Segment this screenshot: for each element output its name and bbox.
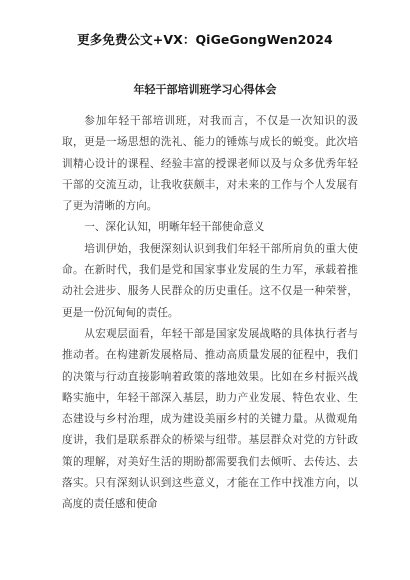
document-title: 年轻干部培训班学习心得体会 bbox=[133, 83, 277, 96]
watermark-header: 更多免费公文+VX：QiGeGongWen2024 bbox=[77, 32, 333, 47]
paragraph-mission: 培训伊始，我便深刻认识到我们年轻干部所肩负的重大使命。在新时代，我们是党和国家事业发展的生力军，承载着推动社会进步、服务人民群众的历史重任。这不仅是一种荣誉，更是一份沉甸甸的责任。 bbox=[62, 242, 358, 319]
document-body bbox=[62, 111, 358, 516]
section-heading: 一、深化认知，明晰年轻干部使命意义 bbox=[84, 221, 265, 234]
paragraph-macro-micro: 从宏观层面看，年轻干部是国家发展战略的具体执行者与推动者。在构建新发展格局、推动高质量发展的征程中，我们的决策与行动直接影响着政策的落地效果。比如在乡村振兴战略实施中，年轻干部深入基层，助力产业发展、特色农业、生态建设与乡村治理，成为建设美丽乡村的关键力量。从微观角度讲，我们是联系群众的桥梁与纽带。基层群众对党的方针政策的理解，对美好生活的期盼都需要我们去倾听、去传达、去落实。只有深刻认识到这些意义，才能在工作中找准方向，以高度的责任感和使命 bbox=[62, 327, 358, 511]
paragraph-intro: 参加年轻干部培训班，对我而言，不仅是一次知识的汲取，更是一场思想的洗礼、能力的锤炼与成长的蜕变。此次培训精心设计的课程、经验丰富的授课老师以及与众多优秀年轻干部的交流互动，让我收获颇丰，对未来的工作与个人发展有了更为清晰的方向。 bbox=[62, 115, 358, 213]
